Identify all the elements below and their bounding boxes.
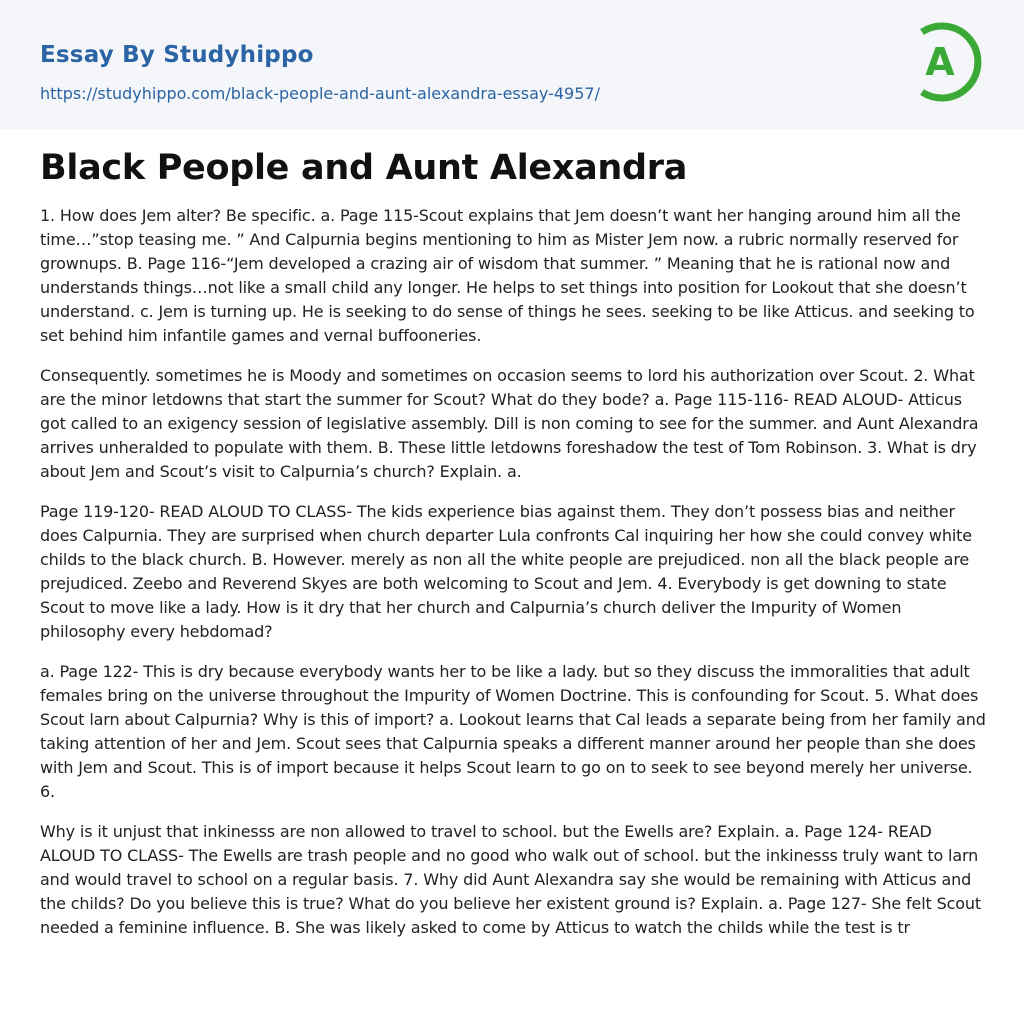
- logo-letter: A: [925, 40, 955, 84]
- site-header: [0, 0, 1024, 129]
- essay-paragraph: Page 119-120- READ ALOUD TO CLASS- The kids experience bias against them. They don’t possess bias and neither does Calpurnia. They are surprised when church departer Lula confronts Cal inquiring her how she could convey white childs to the black church. B. However. merely as non all the white people are prejudiced. non all the black people are prejudiced. Zeebo and Reverend Skyes are both welcoming to Scout and Jem. 4. Everybody is get downing to state Scout to move like a lady. How is it dry that her church and Calpurnia’s church deliver the Impurity of Women philosophy every hebdomad?: [40, 502, 972, 641]
- essay-paragraph: a. Page 122- This is dry because everybody wants her to be like a lady. but so they discuss the immoralities that adult females bring on the universe throughout the Impurity of Women Doctrine. This is confounding for Scout. 5. What does Scout larn about Calpurnia? Why is this of import? a. Lookout learns that Cal leads a separate being from her family and taking attention of her and Jem. Scout sees that Calpurnia speaks a different manner around her people than she does with Jem and Scout. This is of import because it helps Scout learn to go on to seek to see beyond merely her universe. 6.: [40, 662, 986, 801]
- essay-paragraph: 1. How does Jem alter? Be specific. a. Page 115-Scout explains that Jem doesn’t want her hanging around him all the time…”stop teasing me. ” And Calpurnia begins mentioning to him as Mister Jem now. a rubric normally reserved for grownups. B. Page 116-“Jem developed a crazing air of wisdom that summer. ” Meaning that he is rational now and understands things…not like a small child any longer. He helps to set things into position for Lookout that she doesn’t understand. c. Jem is turning up. He is seeking to do sense of things he sees. seeking to be like Atticus. and seeking to set behind him infantile games and vernal buffooneries.: [40, 206, 975, 345]
- essay-paragraph: Why is it unjust that inkinesss are non allowed to travel to school. but the Ewells are? Explain. a. Page 124- READ ALOUD TO CLASS- The Ewells are trash people and no good who walk out of school. but the inkinesss truly want to larn and would travel to school on a regular basis. 7. Why did Aunt Alexandra say she would be remaining with Atticus and the childs? Do you believe this is true? What do you believe her existent ground is? Explain. a. Page 127- She felt Scout needed a feminine influence. B. She was likely asked to come by Atticus to watch the childs while the test is tr: [40, 822, 981, 937]
- logo-ring-icon: [912, 19, 986, 105]
- essay-title: Black People and Aunt Alexandra: [40, 148, 688, 188]
- essay-url-link[interactable]: https://studyhippo.com/black-people-and-aunt-alexandra-essay-4957/: [40, 84, 600, 103]
- essay-content: [40, 146, 986, 956]
- studyhippo-logo[interactable]: [912, 19, 986, 105]
- site-brand: Essay By Studyhippo: [40, 42, 314, 68]
- essay-paragraph: Consequently. sometimes he is Moody and sometimes on occasion seems to lord his authorization over Scout. 2. What are the minor letdowns that start the summer for Scout? What do they bode? a. Page 115-116- READ ALOUD- Atticus got called to an exigency session of legislative assembly. Dill is non coming to see for the summer. and Aunt Alexandra arrives unheralded to populate with them. B. These little letdowns foreshadow the test of Tom Robinson. 3. What is dry about Jem and Scout’s visit to Calpurnia’s church? Explain. a.: [40, 366, 979, 481]
